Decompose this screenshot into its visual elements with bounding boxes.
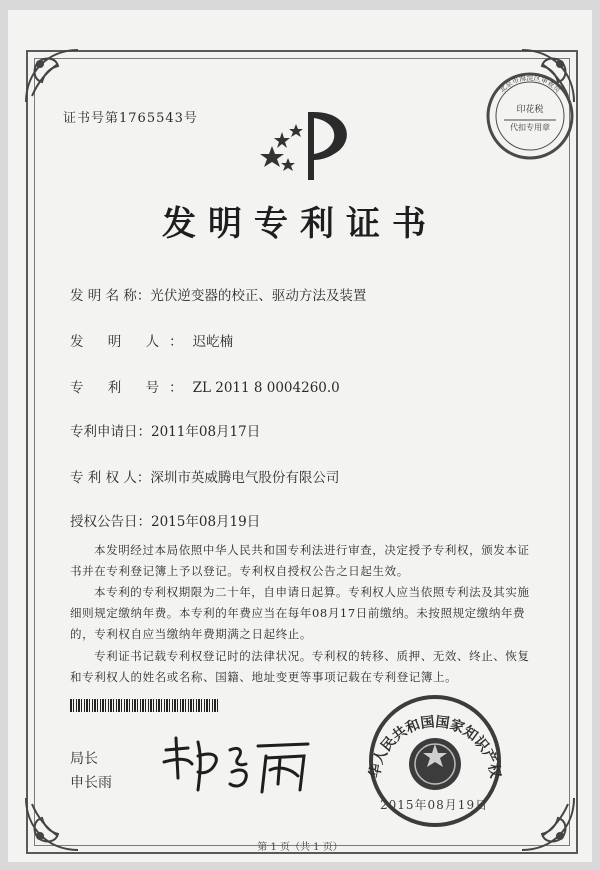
patent-number-value: ZL 2011 8 0004260.0 — [192, 380, 340, 396]
certificate-title: 发明专利证书 — [162, 204, 438, 244]
patentee-value: 深圳市英威腾电气股份有限公司 — [150, 470, 340, 486]
inventor-label: 发 明 人： — [70, 334, 193, 350]
certificate-number: 证书号第1765543号 — [63, 111, 198, 126]
grant-date-label: 授权公告日： — [70, 514, 151, 530]
inventor-row — [70, 330, 233, 350]
patent-number-label: 专 利 号： — [70, 380, 193, 396]
seal-date: 2015年08月19日 — [380, 798, 489, 812]
paragraph-2: 本专利的专利权期限为二十年，自申请日起算。专利权人应当依照专利法及其实施细则规定缴纳年费。本专利的年费应当在每年08月17日前缴纳。未按照规定缴纳年费的，专利权自应当缴纳年费期满之日起终止。 — [70, 585, 530, 641]
invention-name-row — [70, 284, 366, 304]
corner-ornament-top-left — [18, 42, 88, 112]
filing-date-value: 2011年08月17日 — [151, 424, 261, 440]
paragraph-1: 本发明经过本局依照中华人民共和国专利法进行审查，决定授予专利权，颁发本证书并在专利登记簿上予以登记。专利权自授权公告之日起生效。 — [70, 543, 530, 578]
patentee-label: 专 利 权 人： — [70, 470, 151, 486]
inventor-value: 迟屹楠 — [192, 334, 234, 350]
patentee-row — [70, 466, 339, 486]
barcode — [70, 697, 220, 710]
certificate-paper — [8, 10, 592, 862]
invention-name-value: 光伏逆变器的校正、驱动方法及装置 — [150, 288, 367, 304]
paragraph-3: 专利证书记载专利权登记时的法律状况。专利权的转移、质押、无效、终止、恢复和专利权人的姓名或名称、国籍、地址变更等事项记载在专利登记簿上。 — [70, 649, 530, 684]
page-number: 第 1 页（共 1 页） — [257, 842, 343, 853]
director-title: 局长 — [70, 751, 98, 767]
tax-stamp-seal — [484, 70, 576, 162]
invention-name-label: 发 明 名 称： — [70, 288, 151, 304]
filing-date-row — [70, 420, 260, 440]
filing-date-label: 专利申请日： — [70, 424, 151, 440]
grant-date-row — [70, 510, 260, 530]
patent-office-emblem-icon — [258, 102, 362, 182]
director-signature — [158, 728, 318, 800]
grant-date-value: 2015年08月19日 — [151, 514, 261, 530]
director-name: 申长雨 — [70, 775, 112, 791]
seal-ring-text: 北京市海淀区审查员 — [498, 74, 562, 95]
seal-inner-text-2: 代扣专用章 — [510, 123, 550, 132]
seal-big-ring-text: 华人民共和国国家知识产权 — [366, 714, 504, 780]
patent-number-row — [70, 376, 340, 396]
seal-inner-text: 印花税 — [516, 105, 544, 115]
